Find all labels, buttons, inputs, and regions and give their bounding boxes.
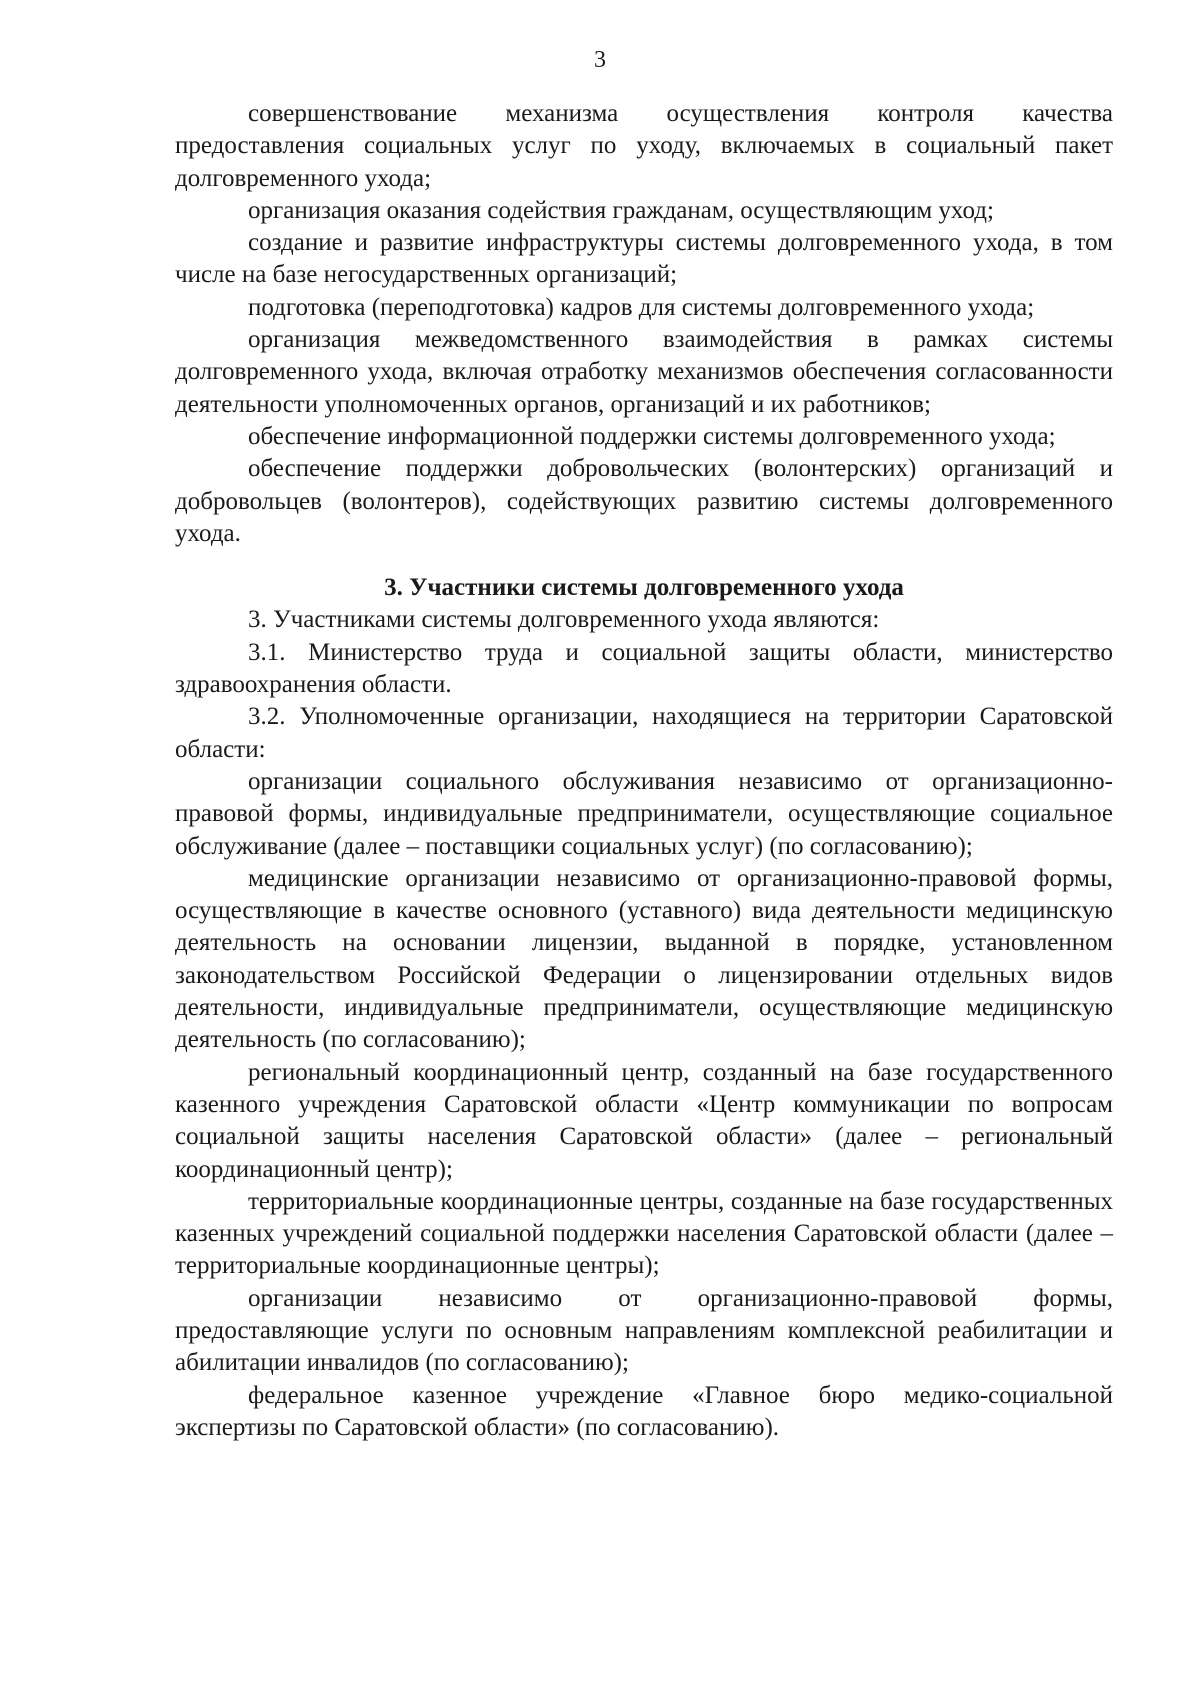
paragraph-quality-control: совершенствование механизма осуществления контроля качества предоставления социальных услуг по уходу, включаемых в социальный пакет долговременного ухода; xyxy=(175,100,1113,192)
document-body xyxy=(175,98,1113,1444)
paragraph-rehabilitation-organizations: организации независимо от организационно-правовой формы, предоставляющие услуги по основным направлениям комплексной реабилитации и абилитации инвалидов (по согласованию); xyxy=(175,1284,1113,1377)
paragraph-social-service-organizations: организации социального обслуживания независимо от организационно-правовой формы, индивидуальные предприниматели, осуществляющие социальное обслуживание (далее – поставщики социальных услуг) (по согласованию); xyxy=(175,767,1113,860)
paragraph-participants-intro: 3. Участниками системы долговременного ухода являются: xyxy=(248,606,880,634)
paragraph-caregiver-assistance: организация оказания содействия гражданам, осуществляющим уход; xyxy=(248,196,994,224)
paragraph-ministries: 3.1. Министерство труда и социальной защиты области, министерство здравоохранения области. xyxy=(175,638,1113,699)
paragraph-regional-coordination-center: региональный координационный центр, созданный на базе государственного казенного учреждения Саратовской области «Центр коммуникации по вопросам социальной защиты населения Саратовской области» (далее – региональный координационный центр); xyxy=(175,1058,1113,1183)
paragraph-medical-social-expertise: федеральное казенное учреждение «Главное бюро медико-социальной экспертизы по Саратовской области» (по согласованию). xyxy=(175,1381,1113,1441)
paragraph-authorized-organizations: 3.2. Уполномоченные организации, находящиеся на территории Саратовской области: xyxy=(175,703,1113,763)
paragraph-medical-organizations: медицинские организации независимо от организационно-правовой формы, осуществляющие в качестве основного (уставного) вида деятельности медицинскую деятельность на основании лицензии, выданной в порядке, установленном законодательством Российской Федерации о лицензировании отдельных видов деятельности, индивидуальные предприниматели, осуществляющие медицинскую деятельность (по согласованию); xyxy=(175,864,1113,1054)
paragraph-infrastructure: создание и развитие инфраструктуры системы долговременного ухода, в том числе на базе негосударственных организаций; xyxy=(175,229,1113,289)
page-number: 3 xyxy=(594,47,606,73)
paragraph-staff-training: подготовка (переподготовка) кадров для системы долговременного ухода; xyxy=(248,293,1035,321)
paragraph-information-support: обеспечение информационной поддержки системы долговременного ухода; xyxy=(248,422,1056,450)
paragraph-volunteer-support: обеспечение поддержки добровольческих (волонтерских) организаций и добровольцев (волонтеров), содействующих развитию системы долговременного ухода. xyxy=(175,455,1113,547)
paragraph-territorial-coordination-centers: территориальные координационные центры, созданные на базе государственных казенных учреждений социальной поддержки населения Саратовской области (далее – территориальные координационные центры); xyxy=(175,1187,1113,1280)
paragraph-interagency-cooperation: организация межведомственного взаимодействия в рамках системы долговременного ухода, включая отработку механизмов обеспечения согласованности деятельности уполномоченных органов, организаций и их работников; xyxy=(175,326,1113,418)
section-heading-participants: 3. Участники системы долговременного ухода xyxy=(384,574,904,602)
